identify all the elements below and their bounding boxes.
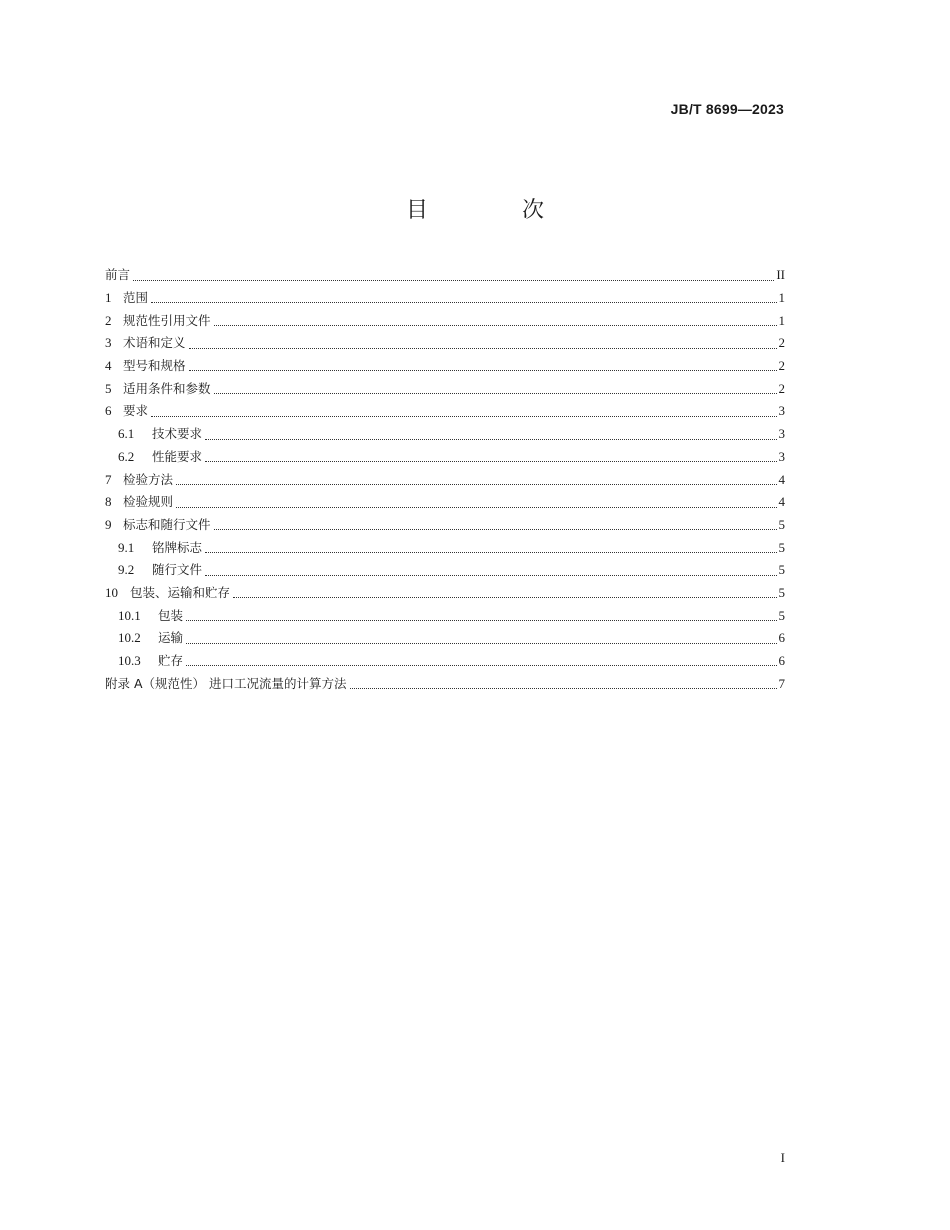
- toc-entry-4[interactable]: [105, 355, 785, 378]
- toc-entry-label: 型号和规格: [123, 358, 186, 374]
- toc-entry-10-1[interactable]: [105, 604, 785, 627]
- toc-entry-number: 6.1: [118, 426, 135, 442]
- toc-entry-9[interactable]: [105, 514, 785, 537]
- toc-entry-page: 5: [778, 562, 785, 578]
- toc-entry-page: 2: [778, 380, 785, 396]
- toc-entry-6-2[interactable]: [105, 446, 785, 469]
- toc-entry-label: 范围: [123, 290, 149, 306]
- toc-entry-number: 7: [105, 471, 112, 487]
- dot-leader: [151, 301, 776, 303]
- toc-entry-label: 贮存: [158, 653, 184, 669]
- toc-entry-page: 3: [778, 426, 785, 442]
- toc-entry-number: 9.1: [118, 539, 135, 555]
- toc-entry-label: 随行文件: [152, 562, 203, 578]
- dot-leader: [214, 528, 777, 530]
- dot-leader: [205, 551, 776, 553]
- toc-entry-label: 包装: [158, 607, 184, 623]
- toc-entry-page: 1: [778, 312, 785, 328]
- toc-entry-number: 10.3: [118, 653, 141, 669]
- toc-entry-label: 运输: [158, 630, 184, 646]
- toc-entry-number: 8: [105, 494, 112, 510]
- toc-entry-page: 2: [778, 358, 785, 374]
- toc-entry-number: 2: [105, 312, 112, 328]
- toc-entry-5[interactable]: [105, 377, 785, 400]
- toc-entry-page: 3: [778, 403, 785, 419]
- toc-entry-10[interactable]: [105, 582, 785, 605]
- toc-entry-label: 规范性引用文件: [123, 312, 211, 328]
- toc-entry-label: 适用条件和参数: [123, 380, 211, 396]
- toc-entry-label: 检验方法: [123, 471, 174, 487]
- toc-entry-9-2[interactable]: [105, 559, 785, 582]
- dot-leader: [189, 369, 777, 371]
- toc-entry-page: 5: [778, 539, 785, 555]
- toc-entry-page: 6: [778, 653, 785, 669]
- standard-code: JB/T 8699—2023: [670, 101, 784, 117]
- dot-leader: [189, 347, 777, 349]
- dot-leader: [233, 596, 776, 598]
- toc-entry-label: 技术要求: [152, 426, 203, 442]
- toc-entry-label: 包装、运输和贮存: [130, 584, 231, 600]
- dot-leader: [205, 460, 776, 462]
- dot-leader: [186, 642, 776, 644]
- toc-entry-page: 4: [778, 494, 785, 510]
- dot-leader: [350, 687, 777, 689]
- toc-entry-appendix-a[interactable]: [105, 672, 785, 695]
- toc-entry-page: 6: [778, 630, 785, 646]
- toc-entry-10-2[interactable]: [105, 627, 785, 650]
- toc-entry-8[interactable]: [105, 491, 785, 514]
- toc-entry-number: 4: [105, 358, 112, 374]
- dot-leader: [205, 438, 776, 440]
- toc-entry-3[interactable]: [105, 332, 785, 355]
- toc-entry-page: 2: [778, 335, 785, 351]
- dot-leader: [176, 483, 776, 485]
- dot-leader: [214, 392, 777, 394]
- dot-leader: [205, 574, 776, 576]
- toc-entry-1[interactable]: [105, 287, 785, 310]
- dot-leader: [186, 619, 776, 621]
- page-number: I: [780, 1150, 785, 1165]
- toc-entry-number: 1: [105, 290, 112, 306]
- toc-entry-number: 6: [105, 403, 112, 419]
- dot-leader: [186, 664, 776, 666]
- toc-entry-6[interactable]: [105, 400, 785, 423]
- toc-entry-number: 3: [105, 335, 112, 351]
- toc-entry-label: 铭牌标志: [152, 539, 203, 555]
- toc-entry-9-1[interactable]: [105, 536, 785, 559]
- toc-entry-page: II: [776, 267, 785, 283]
- toc-entry-page: 4: [778, 471, 785, 487]
- toc-entry-2[interactable]: [105, 309, 785, 332]
- toc-entry-number: 10: [105, 584, 118, 600]
- toc-entry-number: 9.2: [118, 562, 135, 578]
- dot-leader: [151, 415, 776, 417]
- toc-entry-number: 5: [105, 380, 112, 396]
- dot-leader: [214, 324, 777, 326]
- toc-entry-label: 要求: [123, 403, 149, 419]
- toc-entry-label: 前言: [105, 267, 131, 283]
- toc-entry-page: 5: [778, 584, 785, 600]
- toc-entry-number: 9: [105, 516, 112, 532]
- toc-entry-7[interactable]: [105, 468, 785, 491]
- toc-entry-number: 10.2: [118, 630, 141, 646]
- toc-entry-label: 性能要求: [152, 448, 203, 464]
- table-of-contents: [105, 264, 785, 695]
- toc-entry-label: 术语和定义: [123, 335, 186, 351]
- toc-entry-page: 3: [778, 448, 785, 464]
- toc-entry-page: 5: [778, 516, 785, 532]
- toc-entry-foreword[interactable]: [105, 264, 785, 287]
- toc-entry-page: 1: [778, 290, 785, 306]
- toc-entry-10-3[interactable]: [105, 650, 785, 673]
- toc-entry-label: 检验规则: [123, 494, 174, 510]
- toc-entry-label: 附录 A（规范性） 进口工况流量的计算方法: [105, 675, 347, 691]
- toc-entry-label: 标志和随行文件: [123, 516, 211, 532]
- dot-leader: [176, 506, 776, 508]
- toc-entry-number: 10.1: [118, 607, 141, 623]
- page-title: 目 次: [405, 198, 580, 223]
- dot-leader: [133, 279, 774, 281]
- toc-entry-page: 7: [778, 675, 785, 691]
- toc-entry-number: 6.2: [118, 448, 135, 464]
- toc-entry-6-1[interactable]: [105, 423, 785, 446]
- toc-entry-page: 5: [778, 607, 785, 623]
